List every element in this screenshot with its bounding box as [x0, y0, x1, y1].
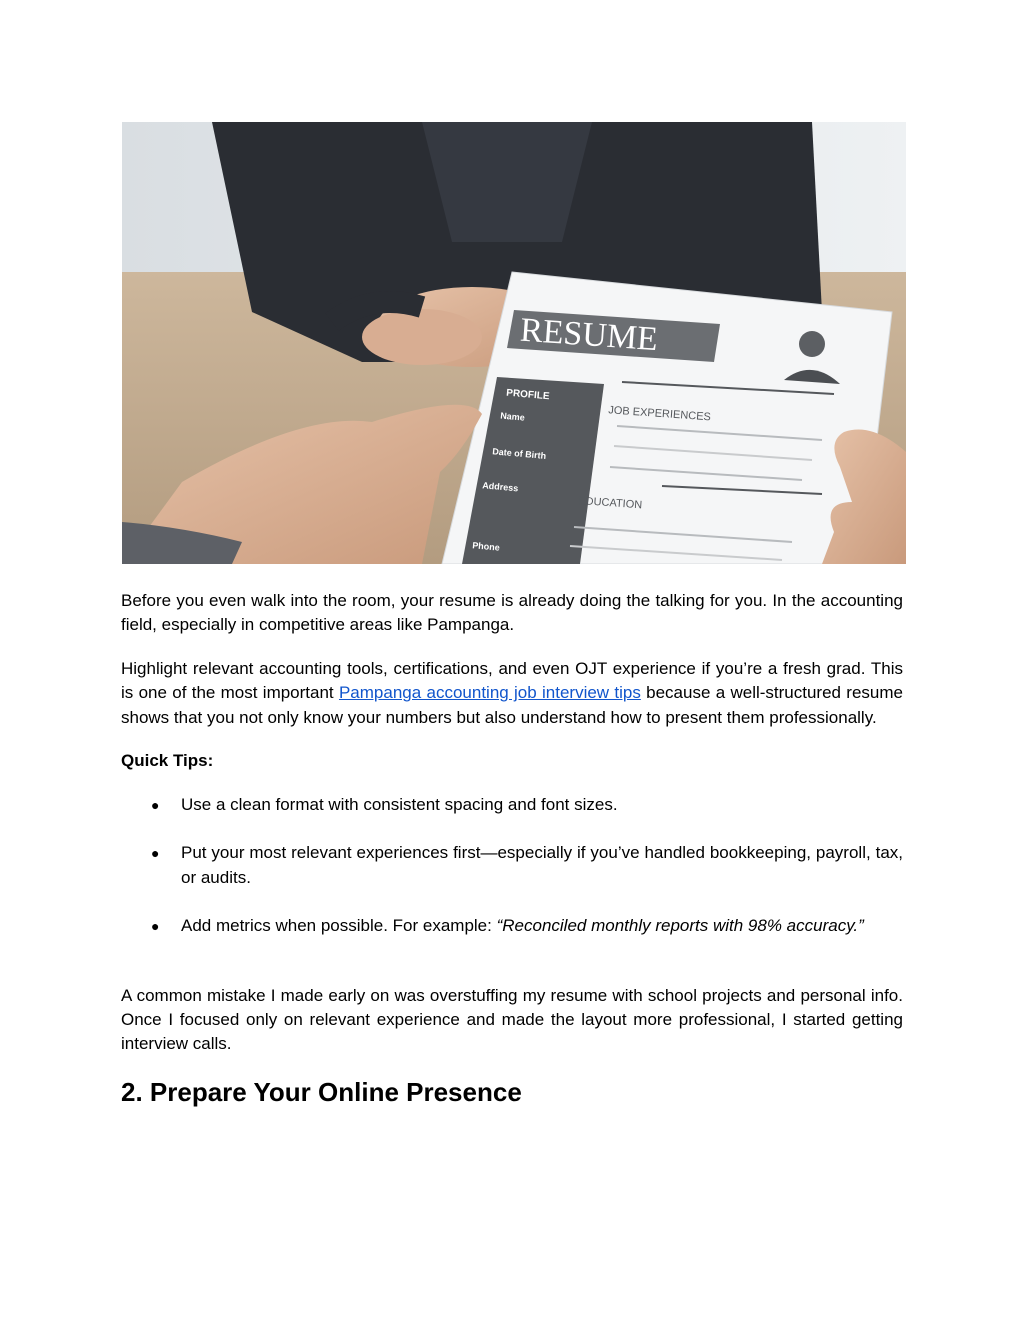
- resume-paper: [442, 272, 892, 564]
- highlight-text-before-link: Highlight relevant accounting tools, certifications, and even OJT experience if you’re a fresh grad. This is one of the most important: [121, 658, 903, 703]
- highlight-paragraph: [121, 657, 903, 730]
- field-address: Address: [481, 480, 519, 494]
- field-phone: Phone: [471, 540, 501, 553]
- quick-tips-heading: Quick Tips:: [121, 751, 214, 771]
- section-heading: 2. Prepare Your Online Presence: [121, 1076, 522, 1107]
- tip-example-quote: “Reconciled monthly reports with 98% accuracy.”: [496, 916, 864, 936]
- field-dob: Date of Birth: [491, 446, 547, 461]
- highlight-text-after-link: because a well-structured resume shows that you not only know your numbers but also understand how to present them professionally.: [121, 683, 903, 727]
- mistake-paragraph: A common mistake I made early on was overstuffing my resume with school projects and personal info. Once I focused only on relevant experience and made the layout more professional, I started getting interview calls.: [121, 985, 903, 1054]
- intro-paragraph: Before you even walk into the room, your resume is already doing the talking for you. In the accounting field, especially in competitive areas like Pampanga.: [121, 591, 903, 635]
- list-item: [121, 793, 903, 817]
- bullet-icon: ●: [151, 797, 160, 814]
- list-item: [121, 914, 903, 938]
- tip-text: Use a clean format with consistent spacing and font sizes.: [181, 795, 618, 815]
- pampanga-interview-tips-link[interactable]: Pampanga accounting job interview tips: [338, 683, 641, 703]
- list-item: [121, 841, 903, 890]
- tip-text: Put your most relevant experiences first—especially if you’ve handled bookkeeping, payroll, tax, or audits.: [181, 843, 903, 887]
- resume-title-text: RESUME: [518, 311, 660, 359]
- photo-illustration: [122, 122, 906, 564]
- quick-tips-list: [121, 793, 903, 939]
- bullet-icon: ●: [151, 918, 160, 935]
- profile-label: PROFILE: [505, 387, 550, 403]
- bullet-icon: ●: [151, 845, 160, 862]
- avatar-icon: [799, 331, 825, 357]
- education-label: EDUCATION: [577, 494, 643, 512]
- job-experiences-label: JOB EXPERIENCES: [607, 404, 712, 424]
- article-body: [121, 589, 903, 1108]
- tip-text: Add metrics when possible. For example:: [181, 916, 497, 936]
- field-name: Name: [499, 410, 526, 423]
- resume-handover-photo: [122, 122, 906, 564]
